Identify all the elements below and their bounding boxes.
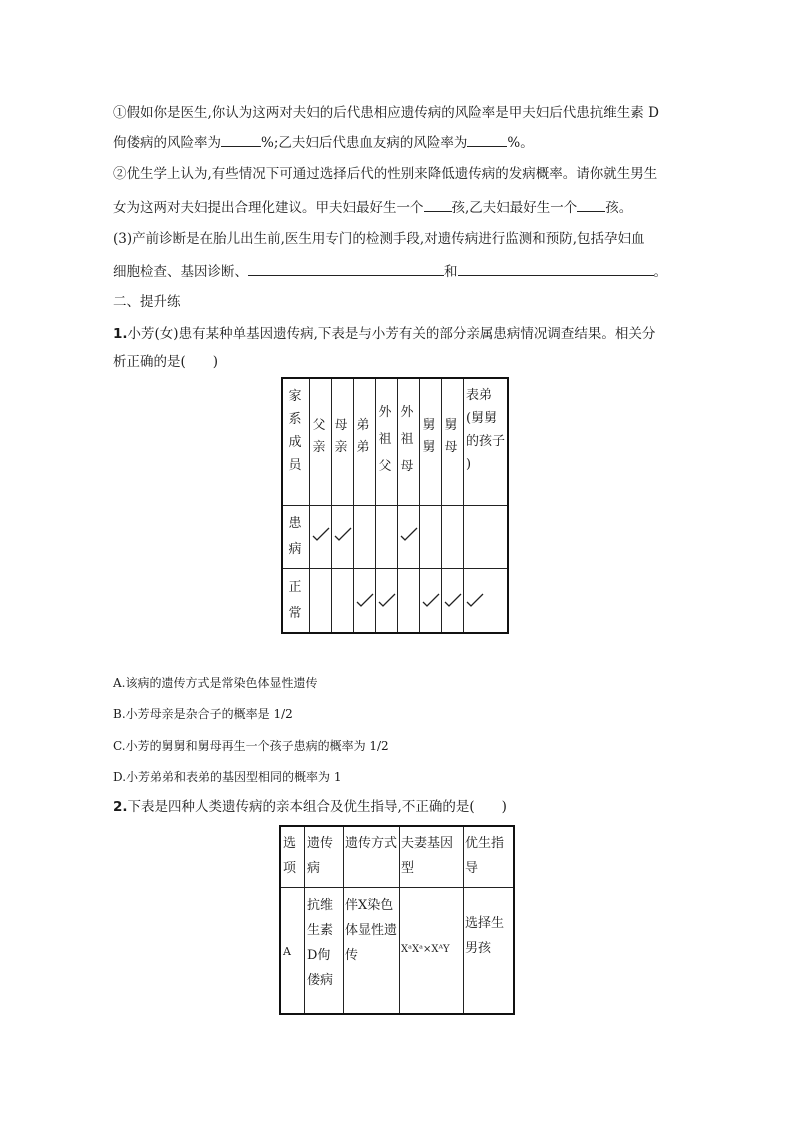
q-prev-line-5: (3)产前诊断是在胎儿出生前,医生用专门的检测手段,对遗传病进行监测和预防,包括孕妇血 — [113, 231, 645, 247]
q1-stem: 小芳(女)患有某种单基因遗传病,下表是与小芳有关的部分亲属患病情况调查结果。相关分 — [127, 326, 656, 342]
q1-option-d[interactable]: D.小芳弟弟和表弟的基因型相同的概率为 1 — [113, 770, 342, 784]
grid-line — [343, 827, 344, 1013]
row-label-sick: 患 病 — [288, 516, 302, 557]
text-segment: %;乙夫妇后代患血友病的风险率为 — [261, 135, 468, 151]
check-normal-5 — [422, 593, 440, 607]
disease-guidance-table — [279, 825, 515, 1015]
header-grandfather: 外 祖 父 — [378, 405, 392, 474]
text-segment: 孩。 — [605, 200, 633, 216]
cell-genotype: XᵃXᵃ×XᴬY — [401, 944, 450, 955]
check-sick-4 — [400, 527, 418, 541]
q1-option-c[interactable]: C.小芳的舅舅和舅母再生一个孩子患病的概率为 1/2 — [113, 739, 389, 753]
check-sick-1 — [334, 527, 352, 541]
text-segment: 佝偻病的风险率为 — [113, 135, 221, 151]
q1-number: 1. — [113, 326, 128, 342]
header-father: 父 亲 — [312, 418, 326, 455]
blank-4[interactable] — [577, 197, 605, 212]
header-grandmother: 外 祖 母 — [400, 405, 414, 474]
cell-mode: 伴X染色体显性遗传 — [345, 898, 398, 963]
blank-6[interactable] — [458, 261, 654, 276]
q1-line-1 — [113, 324, 655, 344]
header-disease: 遗传病 — [307, 836, 334, 876]
header-cousin: 表弟 (舅舅 的孩子 ) — [466, 388, 506, 472]
grid-line — [283, 505, 507, 506]
cell-option: A — [283, 945, 291, 958]
q-prev-line-4 — [113, 197, 632, 218]
text-segment: %。 — [507, 135, 534, 151]
header-brother: 弟 弟 — [356, 418, 370, 455]
q1-line-2: 析正确的是( ) — [113, 354, 219, 370]
q2-number: 2. — [113, 799, 128, 815]
grid-line — [283, 568, 507, 569]
blank-5[interactable] — [248, 261, 444, 276]
q2-line-1 — [113, 797, 507, 817]
check-normal-6 — [444, 593, 462, 607]
header-option: 选项 — [283, 836, 297, 876]
section-title: 二、提升练 — [113, 294, 181, 310]
text-segment: 细胞检查、基因诊断、 — [113, 264, 248, 280]
grid-line — [281, 887, 513, 888]
header-advice: 优生指导 — [465, 836, 505, 876]
blank-2[interactable] — [467, 132, 507, 147]
blank-1[interactable] — [221, 132, 261, 147]
header-mother: 母 亲 — [334, 418, 348, 455]
blank-3[interactable] — [424, 197, 452, 212]
header-genotype: 夫妻基因型 — [401, 836, 454, 876]
text-segment: 。 — [653, 264, 667, 280]
check-sick-0 — [312, 527, 330, 541]
header-family-members: 家 系 成 员 — [288, 389, 302, 473]
q1-option-a[interactable]: A.该病的遗传方式是常染色体显性遗传 — [113, 676, 318, 690]
grid-line — [304, 827, 305, 1013]
grid-line — [399, 827, 400, 1013]
q1-option-b[interactable]: B.小芳母亲是杂合子的概率是 1/2 — [113, 707, 293, 721]
text-segment: 女为这两对夫妇提出合理化建议。甲夫妇最好生一个 — [113, 200, 424, 216]
check-normal-2 — [356, 593, 374, 607]
check-normal-7 — [466, 593, 484, 607]
grid-line — [463, 827, 464, 1013]
header-aunt: 舅 母 — [444, 418, 458, 455]
cell-advice: 选择生男孩 — [465, 916, 505, 956]
check-normal-3 — [378, 593, 396, 607]
cell-disease: 抗维生素D佝偻病 — [307, 898, 334, 988]
q-prev-line-2 — [113, 132, 534, 153]
header-uncle: 舅 舅 — [422, 418, 436, 455]
q-prev-line-1: ①假如你是医生,你认为这两对夫妇的后代患相应遗传病的风险率是甲夫妇后代患抗维生素 D — [113, 105, 659, 121]
text-segment: 孩,乙夫妇最好生一个 — [451, 200, 578, 216]
header-mode: 遗传方式 — [345, 836, 398, 851]
q-prev-line-3: ②优生学上认为,有些情况下可通过选择后代的性别来降低遗传病的发病概率。请你就生男生 — [113, 166, 658, 182]
q2-stem: 下表是四种人类遗传病的亲本组合及优生指导,不正确的是( ) — [127, 799, 507, 815]
family-survey-table — [281, 377, 509, 634]
q-prev-line-6 — [113, 261, 667, 282]
row-label-normal: 正 常 — [288, 580, 302, 621]
text-segment: 和 — [444, 264, 458, 280]
